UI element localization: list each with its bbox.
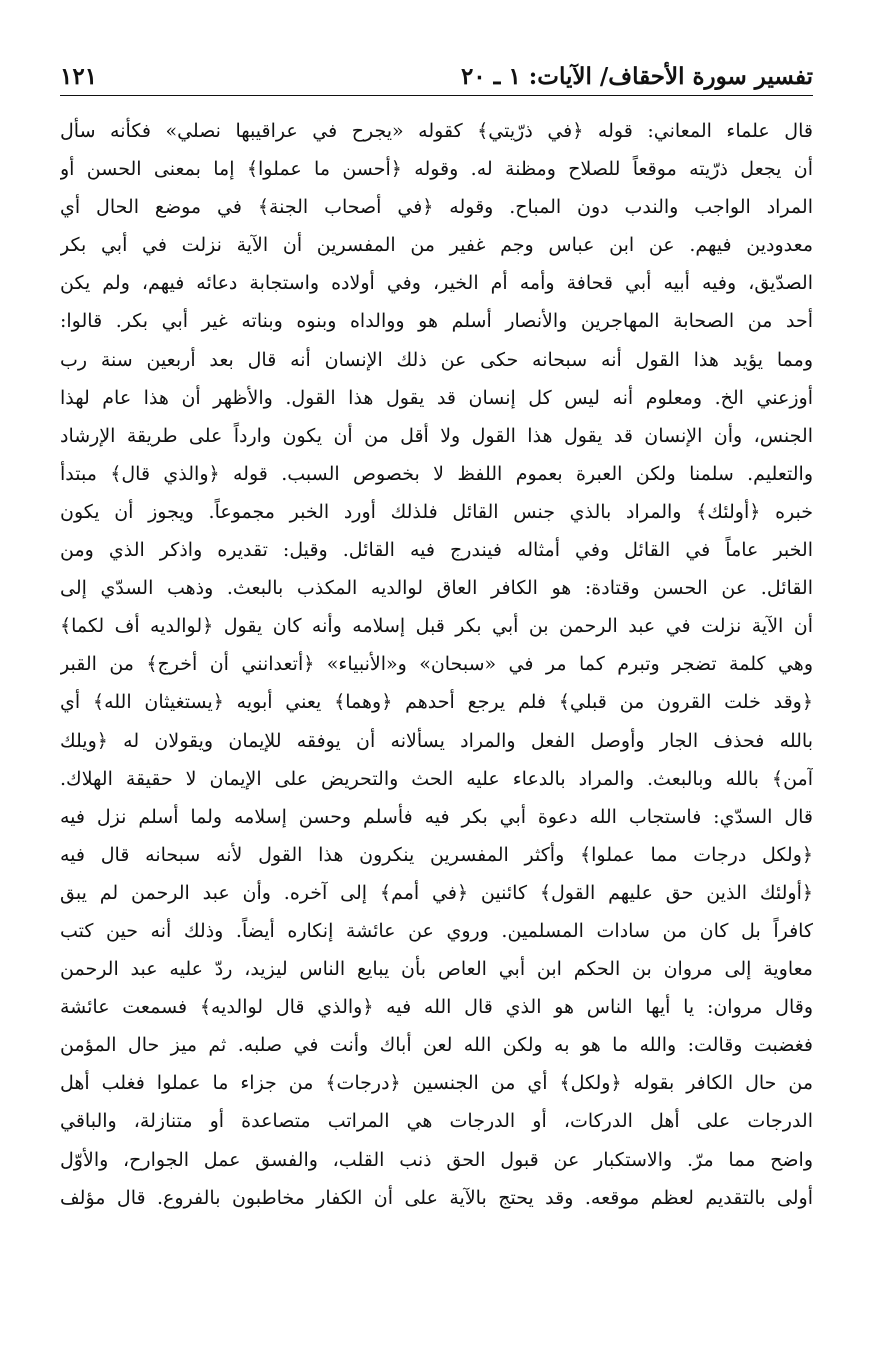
page-number: ١٢١ <box>60 63 98 90</box>
header-rule <box>60 95 813 96</box>
text-line: ومما يؤيد هذا القول أنه سبحانه حكى عن ذلك الإنسان أنه قال بعد أربعين سنة رب <box>60 348 813 371</box>
text-line: ﴿وقد خلت القرون من قبلي﴾ فلم يرجع أحدهم ﴿وهما﴾ يعني أبويه ﴿يستغيثان الله﴾ أي <box>60 691 813 714</box>
text-line: المراد الواجب والندب دون المباح. وقوله ﴿في أصحاب الجنة﴾ في موضع الحال أي <box>60 196 813 219</box>
text-line: الخبر عاماً في القائل وفي أمثاله فيندرج فيه القائل. وقيل: تقديره واذكر الذي ومن <box>60 539 813 562</box>
text-line: معاوية إلى مروان بن الحكم ابن أبي العاص بأن يبايع الناس ليزيد، ردّ عليه عبد الرحمن <box>60 958 813 981</box>
running-header <box>60 48 813 90</box>
text-line: الصدّيق، وفيه أبيه أبي قحافة وأمه أم الخير، وفي أولاده واستجابة دعائه فيهم، ولم يكن <box>60 272 813 295</box>
text-line: بالله فحذف الجار وأوصل الفعل والمراد يسألانه أن يوفقه للإيمان ويقولان له ﴿ويلك <box>60 729 813 752</box>
header-title: تفسير سورة الأحقاف/ الآيات: ١ ـ ٢٠ <box>460 63 813 90</box>
text-line: من حال الكافر بقوله ﴿ولكل﴾ أي من الجنسين ﴿درجات﴾ من جزاء ما عملوا فغلب أهل <box>60 1072 813 1095</box>
text-body <box>60 112 813 1217</box>
text-line: القائل. عن الحسن وقتادة: هو الكافر العاق لوالديه المكذب بالبعث. وذهب السدّي إلى <box>60 577 813 600</box>
text-line: خبره ﴿أولئك﴾ والمراد بالذي جنس القائل فلذلك أورد الخبر مجموعاً. ويجوز أن يكون <box>60 500 813 523</box>
text-line: ﴿أولئك الذين حق عليهم القول﴾ كائنين ﴿في أمم﴾ إلى آخره. وأن عبد الرحمن لم يبق <box>60 881 813 904</box>
text-line: أولى بالتقديم لعظم موقعه. وقد يحتج بالآية على أن الكفار مخاطبون بالفروع. قال مؤلف <box>60 1186 813 1209</box>
text-line: والتعليم. سلمنا ولكن العبرة بعموم اللفظ لا بخصوص السبب. قوله ﴿والذي قال﴾ مبتدأ <box>60 462 813 485</box>
text-line: واضح مما مرّ. والاستكبار عن قبول الحق ذنب القلب، والفسق عمل الجوارح، والأوّل <box>60 1148 813 1171</box>
text-line: قال علماء المعاني: قوله ﴿في ذرّيتي﴾ كقوله «يجرح في عراقيبها نصلي» فكأنه سأل <box>60 120 813 142</box>
text-line: معدودين فيهم. عن ابن عباس وجم غفير من المفسرين أن الآية نزلت في أبي بكر <box>60 234 813 257</box>
text-line: أوزعني الخ. ومعلوم أنه ليس كل إنسان قد يقول هذا القول. والأظهر أن هذا عام لهذا <box>60 386 813 409</box>
text-line: أن الآية نزلت في عبد الرحمن بن أبي بكر قبل إسلامه وأنه كان يقول ﴿لوالديه أف لكما﴾ <box>60 615 813 638</box>
text-line: كافراً بل كان من سادات المسلمين. وروي عن عائشة إنكاره أيضاً. وذلك أنه حين كتب <box>60 919 813 942</box>
text-line: وهي كلمة تضجر وتبرم كما مر في «سبحان» و«الأنبياء» ﴿أتعدانني أن أخرج﴾ من القبر <box>60 653 813 676</box>
text-line: وقال مروان: يا أيها الناس هو الذي قال الله فيه ﴿والذي قال لوالديه﴾ فسمعت عائشة <box>60 996 813 1019</box>
text-line: آمن﴾ بالله وبالبعث. والمراد بالدعاء عليه الحث والتحريض على الإيمان لا حقيقة الهلاك. <box>60 767 813 790</box>
text-line: أن يجعل ذرّيته موقعاً للصلاح ومظنة له. وقوله ﴿أحسن ما عملوا﴾ إما بمعنى الحسن أو <box>60 158 813 181</box>
text-line: فغضبت وقالت: والله ما هو به ولكن الله لعن أباك وأنت في صلبه. ثم ميز حال المؤمن <box>60 1034 813 1057</box>
text-line: الدرجات على أهل الدركات، أو الدرجات هي المراتب متصاعدة أو متنازلة، والباقي <box>60 1110 813 1133</box>
text-line: أحد من الصحابة المهاجرين والأنصار أسلم هو ووالداه وبنوه وبناته غير أبي بكر. قالوا: <box>60 310 813 333</box>
text-line: قال السدّي: فاستجاب الله دعوة أبي بكر فيه فأسلم وحسن إسلامه ولما أسلم نزل فيه <box>60 805 813 828</box>
text-line: ﴿ولكل درجات مما عملوا﴾ وأكثر المفسرين ينكرون هذا القول لأنه سبحانه قال فيه <box>60 843 813 866</box>
text-line: الجنس، وأن الإنسان قد يقول هذا القول ولا أقل من أن يكون وارداً على طريقة الإرشاد <box>60 424 813 447</box>
